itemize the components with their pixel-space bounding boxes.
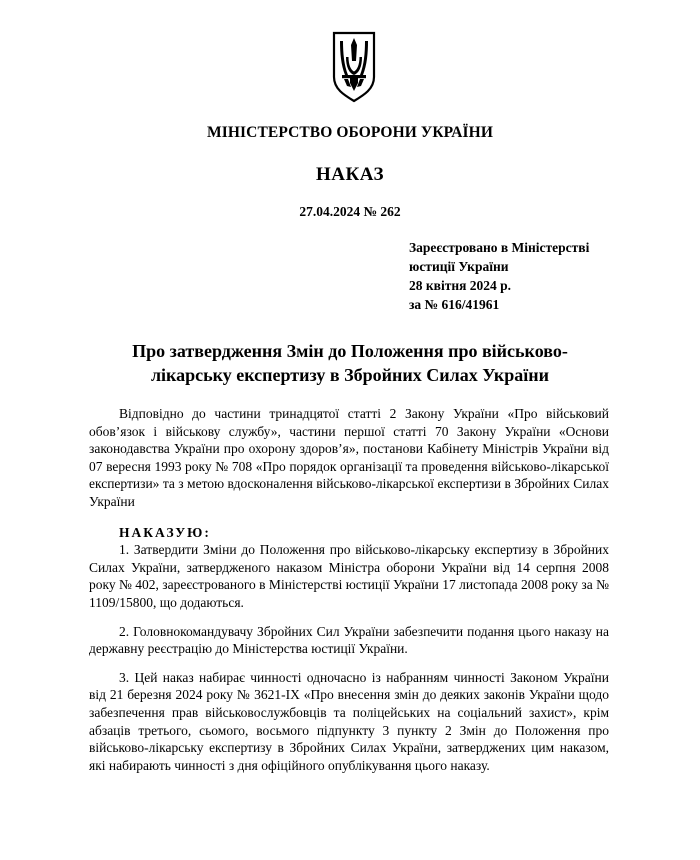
registration-stamp [409,238,649,314]
order-item-1: 1. Затвердити Зміни до Положення про військово-лікарську експертизу в Збройних Силах України, затвердженого наказом Міністра оборони України від 14 серпня 2008 року № 402, зареєстрованого в Міністерстві юстиції України 17 листопада 2008 року за № 1109/15800, що додаються. [89,542,609,610]
registration-date: 28 квітня 2024 р. [409,278,512,293]
document-title [90,339,610,387]
document-title-line: Про затвердження Змін до Положення про військово- [132,341,568,361]
ministry-name: МІНІСТЕРСТВО ОБОРОНИ УКРАЇНИ [207,124,493,141]
nakazuyu-heading: НАКАЗУЮ: [119,524,211,540]
document-title-line: лікарську експертизу в Збройних Силах України [150,365,550,385]
order-date-number: 27.04.2024 № 262 [299,204,401,219]
trident-emblem-icon [331,31,377,103]
registration-line: юстиції України [409,259,509,274]
order-item-3: 3. Цей наказ набирає чинності одночасно із набранням чинності Законом України від 21 березня 2024 року № 3621-IX «Про внесення змін до деяких законів України щодо забезпечення прав військовослужбовців та поліцейських на соціальний захист», крім абзаців третього, сьомого, восьмого підпункту 3 пункту 2 Змін до Положення про військово-лікарську експертизу в Збройних Силах України, затверджених цим наказом, які набирають чинності з дня офіційного опублікування цього наказу. [89,669,609,773]
document-type: НАКАЗ [315,164,385,185]
registration-line: Зареєстровано в Міністерстві [409,240,590,255]
preamble-paragraph: Відповідно до частини тринадцятої статті 2 Закону України «Про військовий обов’язок і військову службу», частини першої статті 70 Закону України «Основи законодавства України про охорону здоров’я», постанови Кабінету Міністрів України від 07 вересня 1993 року № 708 «Про порядок організації та проведення військово-лікарської експертизи» та з метою вдосконалення військово-лікарської експертизи в Збройних Силах України [89,406,609,509]
document-body [89,405,609,785]
order-item-2: 2. Головнокомандувачу Збройних Сил України забезпечити подання цього наказу на державну реєстрацію до Міністерства юстиції України. [89,623,609,657]
registration-number: за № 616/41961 [409,297,500,312]
